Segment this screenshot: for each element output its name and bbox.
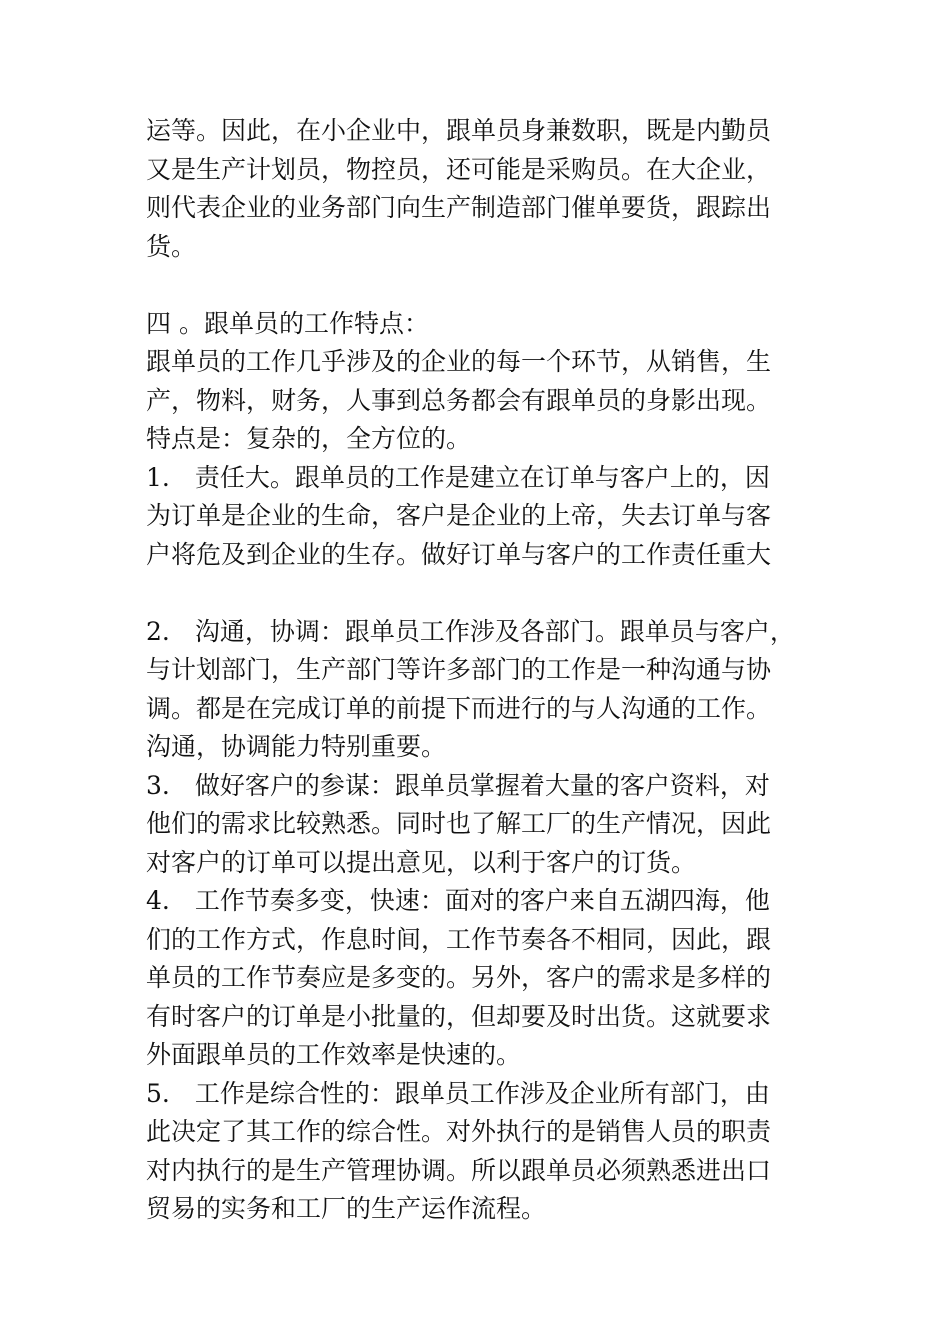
text-line: 产，物料，财务，人事到总务都会有跟单员的身影出现。	[146, 385, 772, 415]
section-heading: 四 。跟单员的工作特点：	[146, 308, 429, 338]
text-line: 有时客户的订单是小批量的，但却要及时出货。这就要求	[146, 1001, 772, 1031]
text-line: 调。都是在完成订单的前提下而进行的与人沟通的工作。	[146, 693, 772, 723]
text-line: 则代表企业的业务部门向生产制造部门催单要货，跟踪出	[146, 193, 772, 222]
text-line: 单员的工作节奏应是多变的。另外，客户的需求是多样的	[146, 963, 772, 992]
text-line: 沟通，协调能力特别重要。	[146, 732, 447, 761]
text-line: 对客户的订单可以提出意见，以利于客户的订货。	[146, 847, 697, 877]
list-item-1: 1. 责任大。跟单员的工作是建立在订单与客户上的，因	[146, 462, 770, 492]
text-line: 们的工作方式，作息时间，工作节奏各不相同，因此，跟	[146, 924, 772, 954]
text-line: 又是生产计划员，物控员，还可能是采购员。在大企业，	[146, 154, 772, 184]
text-line: 运等。因此，在小企业中，跟单员身兼数职，既是内勤员	[146, 116, 772, 145]
list-item-2: 2. 沟通，协调：跟单员工作涉及各部门。跟单员与客户，	[146, 616, 795, 646]
blank-line	[146, 574, 816, 613]
text-line: 为订单是企业的生命，客户是企业的上帝，失去订单与客	[146, 501, 772, 530]
text-line: 外面跟单员的工作效率是快速的。	[146, 1040, 522, 1069]
list-item-3: 3. 做好客户的参谋：跟单员掌握着大量的客户资料，对	[146, 770, 770, 800]
text-line: 与计划部门，生产部门等许多部门的工作是一种沟通与协	[146, 655, 772, 684]
text-line: 贸易的实务和工厂的生产运作流程。	[146, 1194, 547, 1223]
text-line: 户将危及到企业的生存。做好订单与客户的工作责任重大	[146, 539, 772, 569]
text-line: 他们的需求比较熟悉。同时也了解工厂的生产情况，因此	[146, 809, 772, 838]
text-line: 对内执行的是生产管理协调。所以跟单员必须熟悉进出口	[146, 1155, 772, 1185]
list-item-5: 5. 工作是综合性的：跟单员工作涉及企业所有部门，由	[146, 1078, 770, 1108]
blank-line	[146, 266, 816, 305]
text-line: 特点是：复杂的，全方位的。	[146, 424, 472, 453]
text-line: 货。	[146, 231, 197, 261]
text-line: 跟单员的工作几乎涉及的企业的每一个环节，从销售，生	[146, 347, 772, 376]
text-line: 此决定了其工作的综合性。对外执行的是销售人员的职责	[146, 1117, 772, 1146]
list-item-4: 4. 工作节奏多变，快速：面对的客户来自五湖四海，他	[146, 886, 770, 915]
document-body	[146, 112, 816, 1229]
